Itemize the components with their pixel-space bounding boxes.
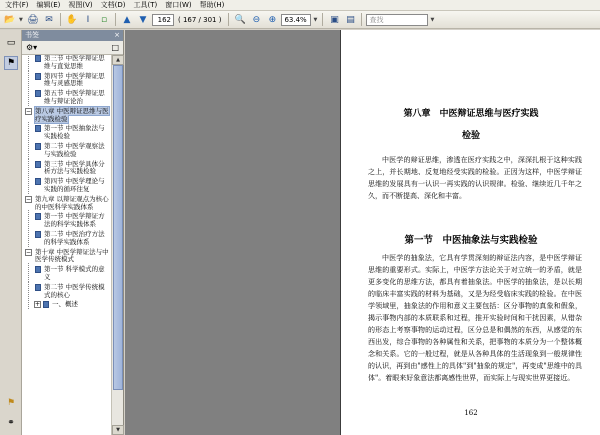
bookmark-icon xyxy=(35,125,41,132)
chapter-title-line1: 第八章 中医辩证思维与医疗实践 xyxy=(403,109,539,119)
search-input[interactable]: 查找 xyxy=(366,14,428,26)
page-number-input[interactable]: 162 xyxy=(152,14,174,26)
bookmark-item[interactable] xyxy=(22,73,111,89)
comments-icon[interactable]: ⚑ xyxy=(6,398,16,408)
bookmark-icon xyxy=(35,266,41,273)
chapter-title-line2: 检验 xyxy=(461,131,480,141)
menu-item[interactable]: 视图(V) xyxy=(68,0,93,9)
menu-item[interactable]: 帮助(H) xyxy=(199,0,225,9)
bookmark-label: 第八章 中医辩证思维与医疗实践检验 xyxy=(35,106,109,123)
zoom-input[interactable]: 63.4% xyxy=(281,14,311,26)
tree-connector xyxy=(28,228,29,247)
bookmark-icon xyxy=(35,161,41,168)
bookmark-icon xyxy=(35,55,41,62)
bookmark-icon xyxy=(35,231,41,238)
bookmark-icon xyxy=(35,213,41,220)
bookmark-label: 一、概述 xyxy=(52,300,78,309)
tree-connector xyxy=(28,70,29,89)
bookmark-label: 第二节 中医学观察法与实践检验 xyxy=(44,141,105,158)
tree-connector xyxy=(28,158,29,177)
email-icon[interactable]: ✉ xyxy=(45,14,53,25)
tree-connector xyxy=(28,55,29,71)
tree-connector xyxy=(28,87,29,106)
bookmark-item[interactable] xyxy=(22,178,111,194)
toolbar-divider xyxy=(60,13,61,26)
bookmark-item[interactable] xyxy=(22,284,111,300)
collapse-icon[interactable]: − xyxy=(26,248,32,256)
tree-connector xyxy=(28,263,29,282)
bookmark-item[interactable] xyxy=(22,266,111,282)
panel-title: 书签 xyxy=(25,31,39,39)
bookmark-label: 第一节 中医学辩证方法的科学实践体系 xyxy=(44,212,105,229)
bookmark-item[interactable] xyxy=(22,125,111,141)
save-icon[interactable]: ▫ xyxy=(100,14,108,25)
bookmark-label: 第九章 以辩证观点为核心的中医科学实践体系 xyxy=(35,194,109,211)
bookmark-label: 第二节 中医学传统模式的核心 xyxy=(44,282,105,299)
close-icon[interactable]: × xyxy=(114,31,120,39)
panel-toolbar xyxy=(22,41,123,55)
zoom-out-icon[interactable]: ⊖ xyxy=(252,14,261,25)
bookmark-item[interactable] xyxy=(22,108,111,124)
bookmark-icon xyxy=(35,73,41,80)
bookmark-label: 第四节 中医学辩证思维与灵感思维 xyxy=(44,71,105,88)
bookmark-item[interactable] xyxy=(22,249,111,265)
section-title: 第一节 中医抽象法与实践检验 xyxy=(404,235,538,246)
hand-tool-icon[interactable]: ✋ xyxy=(66,14,78,25)
page-number: 162 xyxy=(464,409,478,417)
bookmark-item[interactable] xyxy=(22,196,111,212)
bookmark-icon xyxy=(35,284,41,291)
previous-page-icon[interactable]: ▲ xyxy=(123,14,131,25)
document-page xyxy=(340,30,600,435)
scroll-thumb[interactable] xyxy=(113,65,123,390)
toolbar-divider xyxy=(115,13,116,26)
bookmark-icon xyxy=(35,90,41,97)
panel-header xyxy=(22,30,123,41)
bookmark-label: 第五节 中医学辩证思维与辩证论治 xyxy=(44,89,105,105)
select-text-icon[interactable]: I xyxy=(86,14,90,25)
menu-bar xyxy=(0,0,600,11)
bookmark-label: 第二节 中医治疗方法的科学实践体系 xyxy=(44,229,105,246)
section-paragraph: 中医学的抽象法，它具有学贯深刻的辩证法内容，是中医学辩证思维的重要形式。实际上，中医学方法论关于对立统一的矛盾，就是更多变化的思维方法，都具有着抽象法。中医学的抽象法，是以长期的临床丰富实践的材料为基础，又是为经受临床实践的检验。在中医学领域里，抽象法的作用和意义主要包括：区分事物的真象和假象，揭示事物内部的本质联系和过程，推开实验时间和干扰因素，从错杂的形态上考察事物的运动过程，区分总是和偶然的东西，从感觉的东西出发，综合事物的各种属性和关系，把事物的本质分为一个整体概念和关系。它的一般过程，就是从各种具体的生活现象到一般规律性的认识，再到由"感性上的具体"到"抽象的规定"，再变成"思维中的具体"。着眼来好象意法都离感性世界，而实际上与现实世界更接近。 xyxy=(368,254,582,382)
search-dropdown-icon[interactable]: ▼ xyxy=(430,16,435,23)
bookmark-scrollbar[interactable] xyxy=(111,55,123,435)
bookmark-label: 第十章 中医学辩证法与中医学传统模式 xyxy=(35,247,109,264)
tree-connector xyxy=(28,175,29,194)
page-count-label: ( 167 / 301 ) xyxy=(178,15,222,24)
tree-connector xyxy=(28,140,29,159)
bookmark-item[interactable] xyxy=(22,55,111,71)
pages-icon[interactable]: ▭ xyxy=(6,38,16,48)
bookmark-icon xyxy=(35,143,41,150)
bookmarks-panel xyxy=(22,30,124,435)
bookmark-item[interactable] xyxy=(22,161,111,177)
zoom-in-icon[interactable]: ⊕ xyxy=(268,14,277,25)
intro-paragraph: 中医学的辩证思维，渗透在医疗实践之中，深深扎根于这种实践之上，并长期地、反复地经受实践的检验。正因为这样，中医学辩证思维的发展具有一认识一再实践的认识规律。检验、继续近几千年之久，而不断提高、深化和丰富。 xyxy=(368,156,582,200)
menu-item[interactable]: 窗口(W) xyxy=(165,0,192,9)
toolbar xyxy=(0,11,600,29)
next-page-icon[interactable]: ▼ xyxy=(139,14,147,25)
bookmark-label: 第三节 中医学辩证思维与直觉思维 xyxy=(44,55,105,70)
bookmark-icon xyxy=(43,301,49,308)
bookmarks-icon[interactable]: ⚑ xyxy=(4,56,18,70)
tree-connector xyxy=(28,210,29,229)
fit-width-icon[interactable]: ▤ xyxy=(346,14,355,25)
tree-connector xyxy=(28,298,29,309)
menu-item[interactable]: 工具(T) xyxy=(133,0,158,9)
bookmark-tree xyxy=(22,55,111,435)
zoom-tool-icon[interactable]: 🔍 xyxy=(234,14,247,25)
bookmark-icon xyxy=(35,178,41,185)
bookmark-item[interactable] xyxy=(22,213,111,229)
bookmark-label: 第四节 中医学理论与实践的循环往复 xyxy=(44,177,105,193)
menu-item[interactable]: 文件(F) xyxy=(5,0,29,9)
bookmark-item[interactable] xyxy=(22,301,111,309)
collapse-icon[interactable]: − xyxy=(26,195,32,203)
toolbar-divider xyxy=(322,13,323,26)
scroll-down-icon[interactable]: ▼ xyxy=(112,425,124,435)
menu-item[interactable]: 文档(D) xyxy=(100,0,126,9)
fit-page-icon[interactable]: ▣ xyxy=(330,14,339,25)
bookmark-item[interactable] xyxy=(22,231,111,247)
expand-icon[interactable]: + xyxy=(35,301,41,309)
bookmark-item[interactable] xyxy=(22,143,111,159)
tree-connector xyxy=(28,122,29,141)
document-view[interactable] xyxy=(125,30,600,435)
scroll-up-icon[interactable]: ▲ xyxy=(112,55,124,65)
toolbar-divider xyxy=(228,13,229,26)
toolbar-divider xyxy=(361,13,362,26)
print-icon[interactable]: 🖨 xyxy=(27,14,39,25)
navigation-strip xyxy=(0,30,22,435)
open-icon[interactable]: 📂 xyxy=(4,14,16,25)
options-icon[interactable]: ⚙▾ xyxy=(26,43,38,52)
tree-connector xyxy=(28,281,29,300)
bookmark-label: 第一节 科学模式的意义 xyxy=(44,265,105,281)
bookmark-label: 第三节 中医学具体分析方法与实践检验 xyxy=(44,159,105,176)
collapse-icon[interactable]: − xyxy=(26,107,32,115)
bookmark-label: 第一节 中医抽象法与实践检验 xyxy=(44,124,105,141)
bookmark-item[interactable] xyxy=(22,90,111,106)
open-dropdown-icon[interactable]: ▼ xyxy=(19,16,23,23)
new-bookmark-icon[interactable]: □ xyxy=(111,43,119,52)
zoom-dropdown-icon[interactable]: ▼ xyxy=(313,16,318,23)
attachments-icon[interactable]: ⚭ xyxy=(7,418,15,428)
menu-item[interactable]: 编辑(E) xyxy=(36,0,61,9)
